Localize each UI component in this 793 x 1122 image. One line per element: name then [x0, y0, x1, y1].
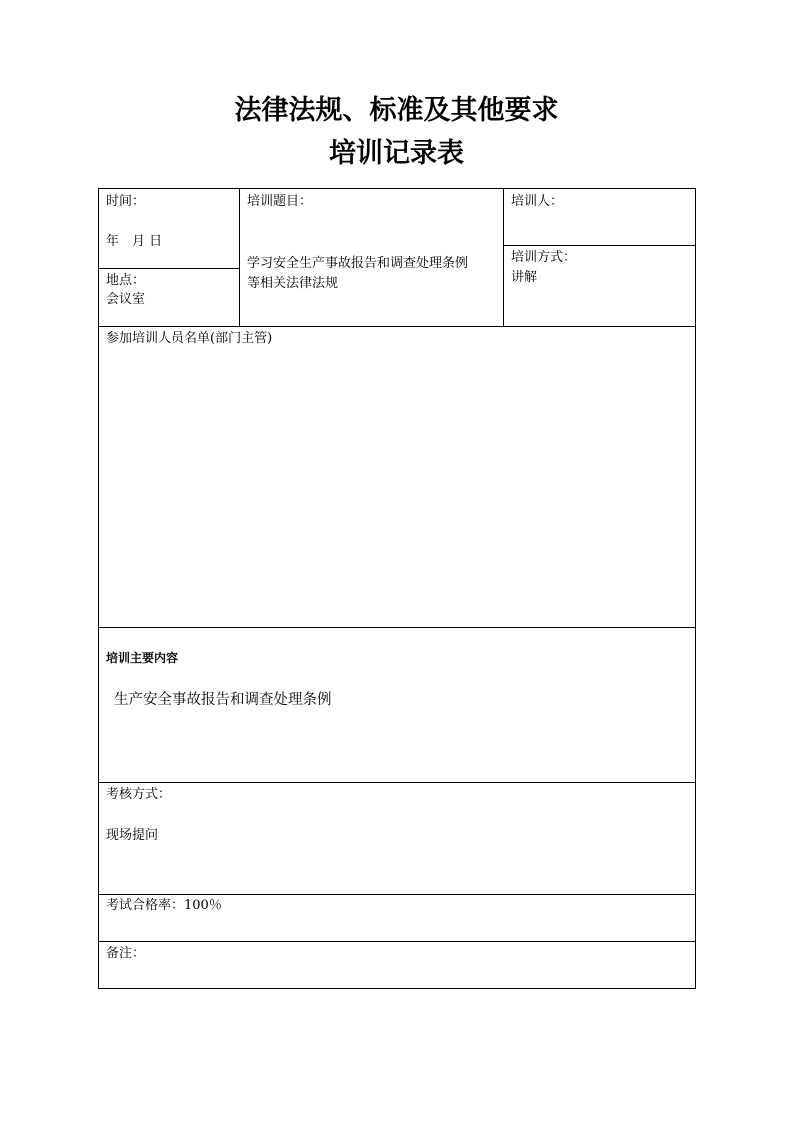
time-value: 年 月 日: [106, 234, 163, 249]
divider-time-topic: [239, 188, 240, 327]
place-label: 地点：: [106, 273, 146, 288]
attendees-label: 参加培训人员名单(部门主管): [106, 331, 273, 346]
divider-time-place: [98, 268, 240, 269]
trainer-label: 培训人：: [511, 194, 564, 209]
place-value: 会议室: [106, 292, 146, 307]
divider-content: [98, 782, 696, 783]
table-border: [98, 188, 696, 989]
content-label: 培训主要内容: [106, 651, 179, 665]
assessment-value: 现场提问: [106, 828, 159, 843]
pass-rate-label: 考试合格率：100％: [106, 898, 222, 913]
topic-label: 培训题目：: [247, 194, 313, 209]
divider-assessment: [98, 894, 696, 895]
method-label: 培训方式：: [511, 250, 577, 265]
divider-trainer-method: [503, 245, 696, 246]
method-value: 讲解: [511, 270, 538, 285]
topic-line-1: 学习安全生产事故报告和调查处理条例: [247, 256, 469, 271]
time-label: 时间：: [106, 194, 146, 209]
topic-line-2: 等相关法律法规: [247, 276, 339, 291]
remarks-label: 备注：: [106, 946, 146, 961]
divider-topic-trainer: [503, 188, 504, 327]
divider-pass-rate: [98, 941, 696, 942]
content-value: 生产安全事故报告和调查处理条例: [114, 692, 332, 708]
divider-top-section: [98, 326, 696, 327]
document-title: 法律法规、标准及其他要求: [234, 95, 559, 126]
document-subtitle: 培训记录表: [329, 138, 464, 169]
divider-attendees: [98, 627, 696, 628]
assessment-label: 考核方式：: [106, 787, 172, 802]
